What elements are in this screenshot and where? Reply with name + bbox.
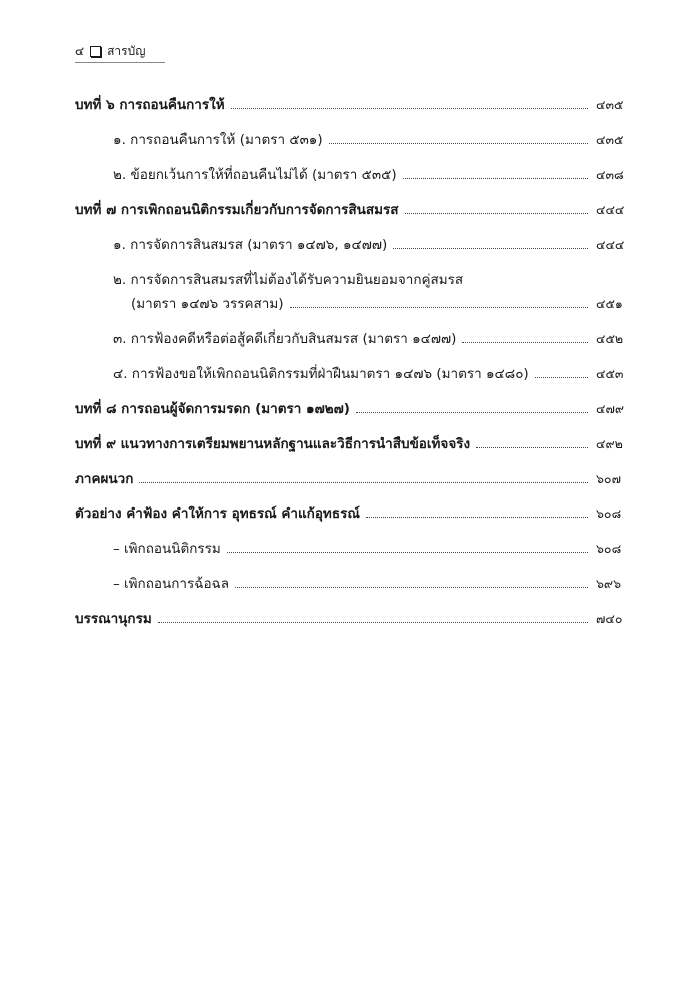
toc-entry-chapter-9: บทที่ ๙ แนวทางการเตรียมพยานหลักฐานและวิธีการนำสืบข้อเท็จจริง ๔๙๒ [75,435,640,453]
toc-entry-examples: ตัวอย่าง คำฟ้อง คำให้การ อุทธรณ์ คำแก้อุทธรณ์ ๖๐๘ [75,505,640,523]
leader-dots [403,177,588,179]
square-box-icon [90,46,101,57]
leader-dots [290,306,588,308]
page-number: ๖๐๘ [596,541,622,556]
page-number: ๔๔๔ [596,202,625,217]
toc-entry-appendix: ภาคผนวก ๖๐๗ [75,470,640,488]
header-page-number: ๔ [75,43,85,58]
page-number: ๔๔๔ [596,237,625,252]
toc-entry: – เพิกถอนการฉ้อฉล ๖๙๖ [75,575,640,593]
toc-entry: ๒. ข้อยกเว้นการให้ที่ถอนคืนไม่ได้ (มาตรา ๕๓๕) ๔๓๘ [75,166,640,184]
toc-entry: ๔. การฟ้องขอให้เพิกถอนนิติกรรมที่ฝ่าฝืนมาตรา ๑๔๗๖ (มาตรา ๑๔๘๐) ๔๕๓ [75,365,640,383]
leader-dots [139,481,588,483]
table-of-contents [75,96,640,645]
leader-dots [405,212,589,214]
page-number: ๔๙๒ [596,436,623,451]
page-number: ๖๐๘ [596,506,622,521]
page-number: ๔๓๕ [596,132,624,147]
toc-entry-chapter-7: บทที่ ๗ การเพิกถอนนิติกรรมเกี่ยวกับการจัดการสินสมรส ๔๔๔ [75,201,640,219]
leader-dots [329,142,588,144]
leader-dots [231,107,588,109]
header-title: สารบัญ [107,43,146,58]
leader-dots [535,376,588,378]
toc-entry: ๑. การจัดการสินสมรส (มาตรา ๑๔๗๖, ๑๔๗๗) ๔๔๔ [75,236,640,254]
toc-entry-chapter-8: บทที่ ๘ การถอนผู้จัดการมรดก (มาตรา ๑๗๒๗) ๔๗๙ [75,400,640,418]
leader-dots [462,341,588,343]
page-header [75,40,165,63]
toc-entry-chapter-6: บทที่ ๖ การถอนคืนการให้ ๔๓๕ [75,96,640,114]
page-number: ๔๕๓ [596,366,624,381]
leader-dots [235,586,588,588]
page-number: ๔๓๘ [596,167,624,182]
page-number: ๖๙๖ [596,576,622,591]
toc-entry: – เพิกถอนนิติกรรม ๖๐๘ [75,540,640,558]
leader-dots [366,516,588,518]
toc-entry-bibliography: บรรณานุกรม ๗๔๐ [75,610,640,628]
leader-dots [227,551,588,553]
page-number: ๔๕๑ [596,296,623,311]
page-number: ๔๕๒ [596,331,624,346]
page-number: ๗๔๐ [596,611,623,626]
toc-entry: ๑. การถอนคืนการให้ (มาตรา ๕๓๑) ๔๓๕ [75,131,640,149]
leader-dots [393,247,588,249]
leader-dots [158,621,588,623]
toc-entry: ๓. การฟ้องคดีหรือต่อสู้คดีเกี่ยวกับสินสมรส (มาตรา ๑๔๗๗) ๔๕๒ [75,330,640,348]
page-number: ๔๗๙ [596,401,625,416]
page-number: ๖๐๗ [596,471,621,486]
page-number: ๔๓๕ [596,97,624,112]
leader-dots [356,411,588,413]
leader-dots [476,446,588,448]
toc-entry-multiline: ๒. การจัดการสินสมรสที่ไม่ต้องได้รับความยินยอมจากคู่สมรส (มาตรา ๑๔๗๖ วรรคสาม) ๔๕๑ [75,271,640,313]
